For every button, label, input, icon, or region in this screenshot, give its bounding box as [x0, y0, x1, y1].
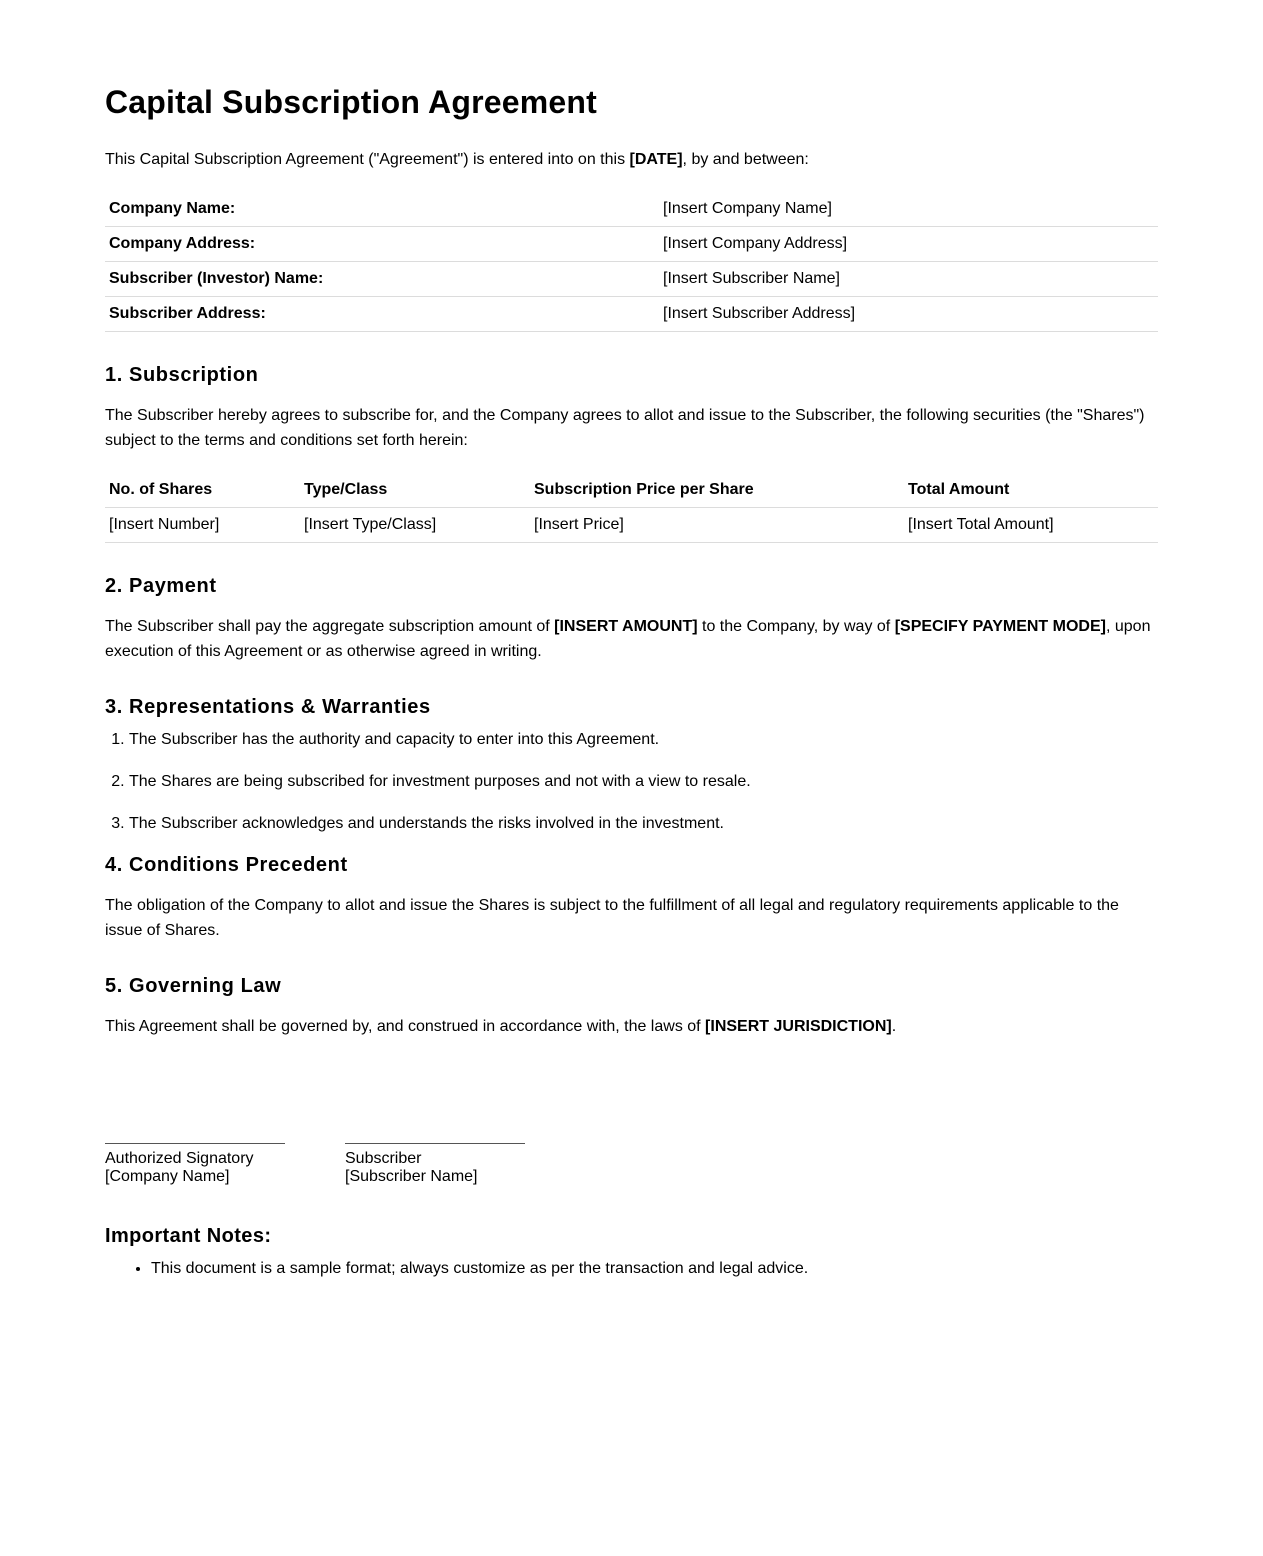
- section-heading: 5. Governing Law: [105, 975, 282, 997]
- list-item: • This document is a sample format; always customize as per the transaction and legal advice.: [151, 1256, 1158, 1281]
- payment-text-part: to the Company, by way of: [697, 618, 895, 635]
- list-item: 3. The Subscriber acknowledges and understands the risks involved in the investment.: [129, 811, 1158, 836]
- notes-list: [105, 1256, 1158, 1281]
- party-value: [Insert Subscriber Name]: [659, 262, 1158, 297]
- table-row: [105, 297, 1158, 332]
- party-value: [Insert Company Address]: [659, 227, 1158, 262]
- column-header: No. of Shares: [105, 473, 300, 508]
- table-row: [105, 227, 1158, 262]
- table-cell: [Insert Type/Class]: [300, 508, 530, 543]
- shares-table: [105, 473, 1158, 543]
- conditions-section: [105, 853, 1158, 943]
- subscription-text: The Subscriber hereby agrees to subscribe for, and the Company agrees to allot and issue to the Subscriber, the following securities (the "Shares") subject to the terms and conditions set forth herein:: [105, 407, 1145, 449]
- table-row: [105, 508, 1158, 543]
- party-label: Subscriber (Investor) Name:: [105, 262, 659, 297]
- table-row: [105, 192, 1158, 227]
- subscription-section: [105, 363, 1158, 543]
- signature-line: [105, 1143, 285, 1144]
- signature-role: Authorized Signatory: [105, 1150, 254, 1167]
- signature-name: [Subscriber Name]: [345, 1168, 478, 1185]
- list-item: 1. The Subscriber has the authority and capacity to enter into this Agreement.: [129, 727, 1158, 752]
- payment-text: [105, 614, 1158, 664]
- intro-date-placeholder: [DATE]: [629, 151, 683, 168]
- table-cell: [Insert Number]: [105, 508, 300, 543]
- column-header: Type/Class: [300, 473, 530, 508]
- party-value: [Insert Subscriber Address]: [659, 297, 1158, 332]
- law-text-part: This Agreement shall be governed by, and construed in accordance with, the laws of: [105, 1018, 706, 1035]
- payment-text-part: , upon execution of this Agreement or as otherwise agreed in writing.: [105, 618, 1151, 660]
- section-heading: 4. Conditions Precedent: [105, 854, 348, 876]
- table-header-row: [105, 473, 1158, 508]
- signature-role: Subscriber: [345, 1150, 422, 1167]
- subscriber-signature-block: [345, 1143, 525, 1186]
- page-title: Capital Subscription Agreement: [105, 84, 597, 120]
- signature-line: [345, 1143, 525, 1144]
- party-label: Company Address:: [105, 227, 659, 262]
- payment-section: [105, 574, 1158, 664]
- section-heading: 2. Payment: [105, 575, 217, 597]
- signature-area: [105, 1143, 1158, 1186]
- intro-text-after: , by and between:: [682, 151, 809, 168]
- section-heading: 3. Representations & Warranties: [105, 696, 431, 718]
- party-value: [Insert Company Name]: [659, 192, 1158, 227]
- list-item: 2. The Shares are being subscribed for investment purposes and not with a view to resale.: [129, 769, 1158, 794]
- signature-caption: [105, 1150, 285, 1186]
- column-header: Total Amount: [904, 473, 1158, 508]
- warranties-section: [105, 695, 1158, 836]
- company-signature-block: [105, 1143, 285, 1186]
- party-label: Subscriber Address:: [105, 297, 659, 332]
- table-row: [105, 262, 1158, 297]
- law-section: [105, 974, 1158, 1039]
- law-text: [105, 1014, 1158, 1039]
- parties-table: [105, 192, 1158, 332]
- payment-mode-placeholder: [SPECIFY PAYMENT MODE]: [894, 618, 1106, 635]
- notes-section: [105, 1224, 1158, 1281]
- table-cell: [Insert Price]: [530, 508, 904, 543]
- payment-text-part: The Subscriber shall pay the aggregate subscription amount of: [105, 618, 555, 635]
- table-cell: [Insert Total Amount]: [904, 508, 1158, 543]
- notes-heading: Important Notes:: [105, 1225, 272, 1247]
- jurisdiction-placeholder: [INSERT JURISDICTION]: [705, 1018, 892, 1035]
- column-header: Subscription Price per Share: [530, 473, 904, 508]
- signature-name: [Company Name]: [105, 1168, 230, 1185]
- intro-text-before: This Capital Subscription Agreement ("Agreement") is entered into on this: [105, 151, 630, 168]
- conditions-text: The obligation of the Company to allot and issue the Shares is subject to the fulfillment of all legal and regulatory requirements applicable to the issue of Shares.: [105, 897, 1119, 939]
- signature-caption: [345, 1150, 525, 1186]
- party-label: Company Name:: [105, 192, 659, 227]
- intro-paragraph: [105, 148, 1158, 172]
- warranties-list: [105, 727, 1158, 836]
- law-text-part: .: [891, 1018, 897, 1035]
- payment-amount-placeholder: [INSERT AMOUNT]: [554, 618, 698, 635]
- section-heading: 1. Subscription: [105, 364, 259, 386]
